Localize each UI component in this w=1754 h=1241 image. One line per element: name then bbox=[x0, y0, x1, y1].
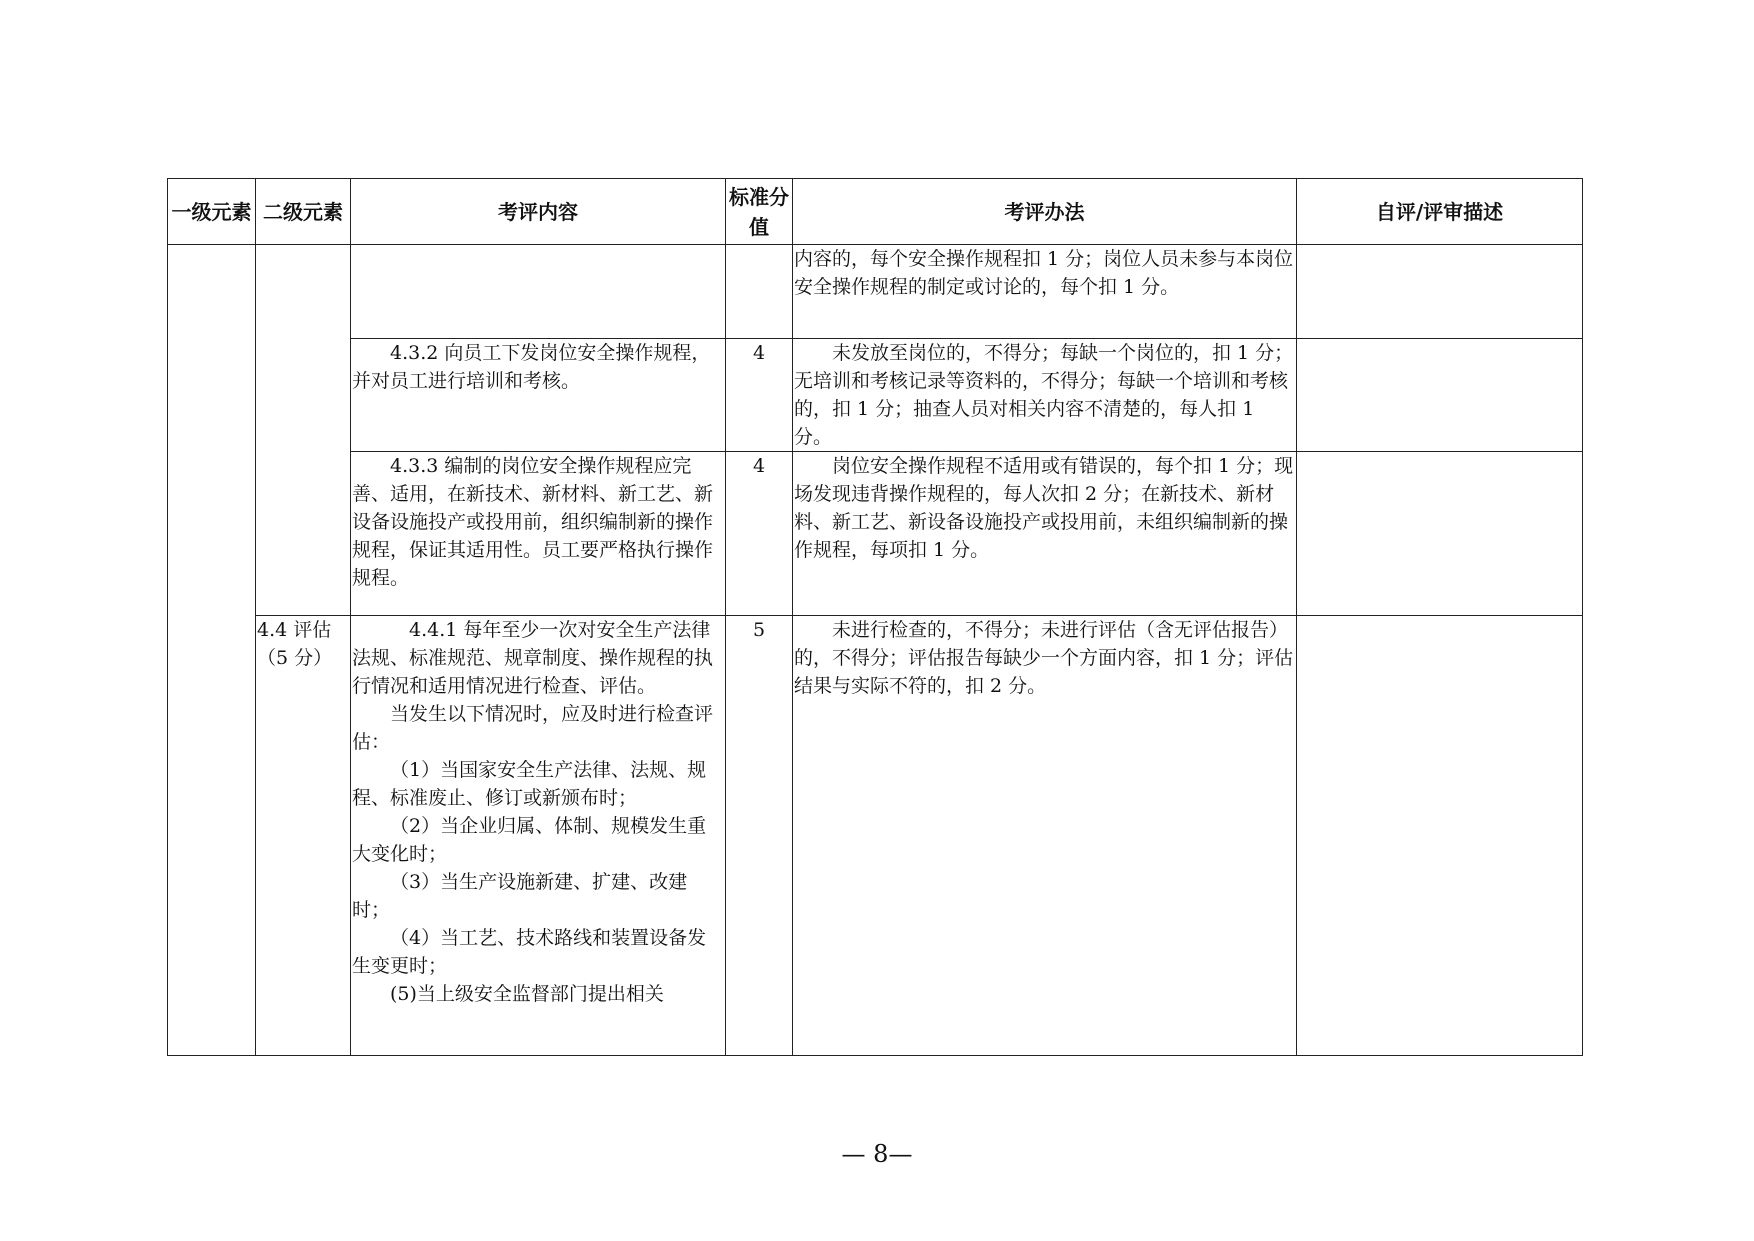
score-cell: 5 bbox=[726, 616, 793, 1056]
level2-cell: 4.4 评估（5 分） bbox=[256, 616, 351, 1056]
content-paragraph: 当发生以下情况时，应及时进行检查评估： bbox=[352, 703, 714, 753]
page-number: — 8— bbox=[841, 1140, 913, 1168]
level2-cell bbox=[256, 245, 351, 616]
table-row bbox=[168, 245, 1583, 339]
score-cell: 4 bbox=[726, 452, 793, 616]
self-cell bbox=[1297, 339, 1583, 452]
table-header-row bbox=[168, 179, 1583, 245]
header-score: 标准分值 bbox=[726, 179, 793, 245]
header-self: 自评/评审描述 bbox=[1297, 179, 1583, 245]
content-cell bbox=[351, 245, 726, 339]
self-cell bbox=[1297, 616, 1583, 1056]
method-cell: 未进行检查的，不得分；未进行评估（含无评估报告）的，不得分；评估报告每缺少一个方面内容，扣 1 分；评估结果与实际不符的，扣 2 分。 bbox=[793, 616, 1297, 1056]
header-level2: 二级元素 bbox=[256, 179, 351, 245]
content-paragraph: 4.4.1 每年至少一次对安全生产法律法规、标准规范、规章制度、操作规程的执行情况和适用情况进行检查、评估。 bbox=[352, 619, 714, 697]
table-row bbox=[168, 452, 1583, 616]
header-level1: 一级元素 bbox=[168, 179, 256, 245]
score-cell: 4 bbox=[726, 339, 793, 452]
content-cell bbox=[351, 616, 726, 1056]
header-content: 考评内容 bbox=[351, 179, 726, 245]
table-row bbox=[168, 616, 1583, 1056]
content-cell: 4.3.3 编制的岗位安全操作规程应完善、适用，在新技术、新材料、新工艺、新设备设施投产或投用前，组织编制新的操作规程，保证其适用性。员工要严格执行操作规程。 bbox=[351, 452, 726, 616]
content-paragraph: （1）当国家安全生产法律、法规、规程、标准废止、修订或新颁布时； bbox=[352, 759, 707, 809]
level1-cell bbox=[168, 245, 256, 1056]
method-cell: 内容的，每个安全操作规程扣 1 分；岗位人员未参与本岗位安全操作规程的制定或讨论的，每个扣 1 分。 bbox=[793, 245, 1297, 339]
header-method: 考评办法 bbox=[793, 179, 1297, 245]
content-paragraph: （4）当工艺、技术路线和装置设备发生变更时； bbox=[352, 927, 707, 977]
content-paragraph: (5)当上级安全监督部门提出相关 bbox=[390, 983, 664, 1005]
method-cell: 未发放至岗位的，不得分；每缺一个岗位的，扣 1 分；无培训和考核记录等资料的，不得分；每缺一个培训和考核的，扣 1 分；抽查人员对相关内容不清楚的，每人扣 1 分。 bbox=[793, 339, 1297, 452]
content-cell: 4.3.2 向员工下发岗位安全操作规程，并对员工进行培训和考核。 bbox=[351, 339, 726, 452]
table-row bbox=[168, 339, 1583, 452]
content-paragraph: （3）当生产设施新建、扩建、改建时； bbox=[352, 871, 688, 921]
self-cell bbox=[1297, 245, 1583, 339]
score-cell bbox=[726, 245, 793, 339]
content-paragraph: （2）当企业归属、体制、规模发生重大变化时； bbox=[352, 815, 707, 865]
evaluation-table bbox=[167, 178, 1583, 1056]
method-cell: 岗位安全操作规程不适用或有错误的，每个扣 1 分；现场发现违背操作规程的，每人次扣 2 分；在新技术、新材料、新工艺、新设备设施投产或投用前，未组织编制新的操作规程，每项扣 1 分。 bbox=[793, 452, 1297, 616]
self-cell bbox=[1297, 452, 1583, 616]
